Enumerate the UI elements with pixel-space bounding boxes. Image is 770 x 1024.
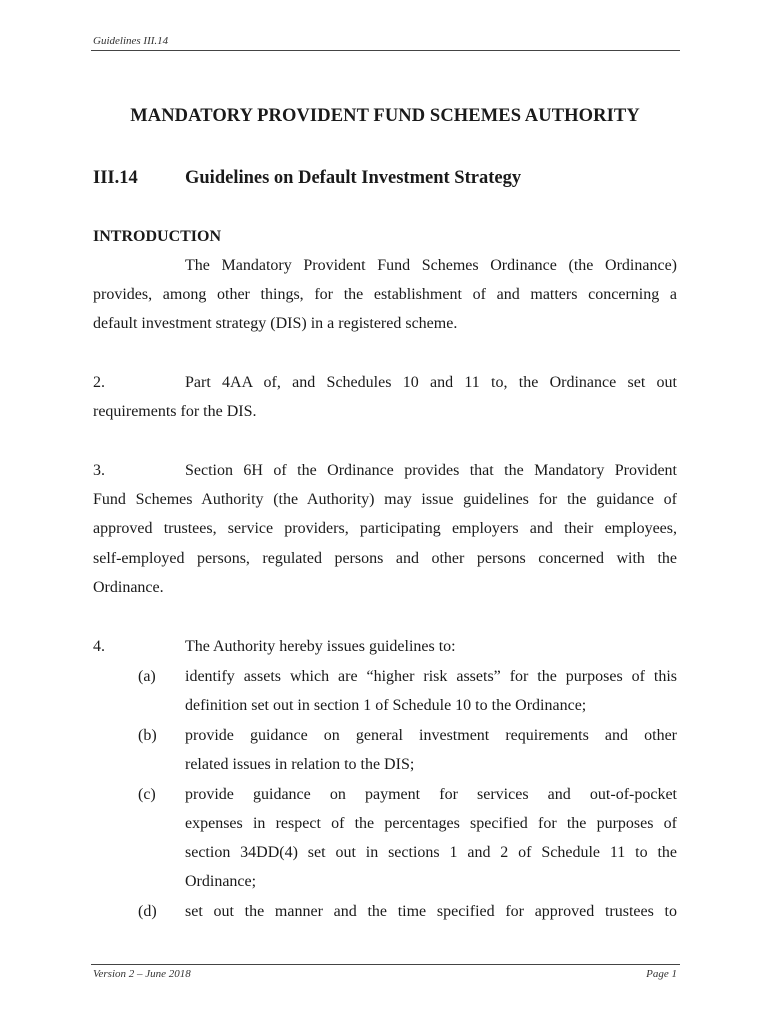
p1-line-2: provides, among other things, for the establishment of and matters concerning a bbox=[93, 286, 677, 303]
item-c-line-4: Ordinance; bbox=[185, 873, 257, 890]
item-a-label: (a) bbox=[138, 668, 156, 685]
item-a-line-1: identify assets which are “higher risk assets” for the purposes of this bbox=[185, 668, 677, 685]
item-b-line-1: provide guidance on general investment requirements and other bbox=[185, 727, 677, 744]
item-c-line-3: section 34DD(4) set out in sections 1 and 2 of Schedule 11 to the bbox=[185, 844, 677, 861]
item-a-line-2: definition set out in section 1 of Schedule 10 to the Ordinance; bbox=[185, 697, 587, 714]
p3-number: 3. bbox=[93, 462, 105, 479]
p3-line-1: Section 6H of the Ordinance provides that the Mandatory Provident bbox=[185, 462, 677, 479]
header-rule bbox=[91, 50, 680, 51]
item-d-line-1: set out the manner and the time specified for approved trustees to bbox=[185, 903, 677, 920]
p3-line-2: Fund Schemes Authority (the Authority) may issue guidelines for the guidance of bbox=[93, 491, 677, 508]
p1-line-3: default investment strategy (DIS) in a registered scheme. bbox=[93, 315, 458, 332]
p2-line-2: requirements for the DIS. bbox=[93, 403, 257, 420]
running-header: Guidelines III.14 bbox=[93, 35, 169, 47]
p2-number: 2. bbox=[93, 374, 105, 391]
item-c-line-2: expenses in respect of the percentages specified for the purposes of bbox=[185, 815, 677, 832]
item-d-label: (d) bbox=[138, 903, 157, 920]
section-title: Guidelines on Default Investment Strategy bbox=[185, 168, 522, 188]
footer-rule bbox=[91, 964, 680, 965]
item-c-label: (c) bbox=[138, 786, 156, 803]
p3-line-4: self-employed persons, regulated persons and other persons concerned with the bbox=[93, 550, 677, 567]
footer-page-number: Page 1 bbox=[646, 968, 677, 980]
introduction-heading: INTRODUCTION bbox=[93, 228, 222, 245]
p1-line-1: The Mandatory Provident Fund Schemes Ordinance (the Ordinance) bbox=[185, 257, 677, 274]
p2-line-1: Part 4AA of, and Schedules 10 and 11 to, the Ordinance set out bbox=[185, 374, 677, 391]
p3-line-3: approved trustees, service providers, participating employers and their employees, bbox=[93, 520, 677, 537]
document-title: MANDATORY PROVIDENT FUND SCHEMES AUTHORITY bbox=[130, 106, 640, 126]
item-b-line-2: related issues in relation to the DIS; bbox=[185, 756, 415, 773]
p4-number: 4. bbox=[93, 638, 105, 655]
footer-version: Version 2 – June 2018 bbox=[93, 968, 191, 980]
p4-line-1: The Authority hereby issues guidelines to: bbox=[185, 638, 456, 655]
item-c-line-1: provide guidance on payment for services and out-of-pocket bbox=[185, 786, 677, 803]
p3-line-5: Ordinance. bbox=[93, 579, 164, 596]
item-b-label: (b) bbox=[138, 727, 157, 744]
section-number: III.14 bbox=[93, 168, 138, 188]
